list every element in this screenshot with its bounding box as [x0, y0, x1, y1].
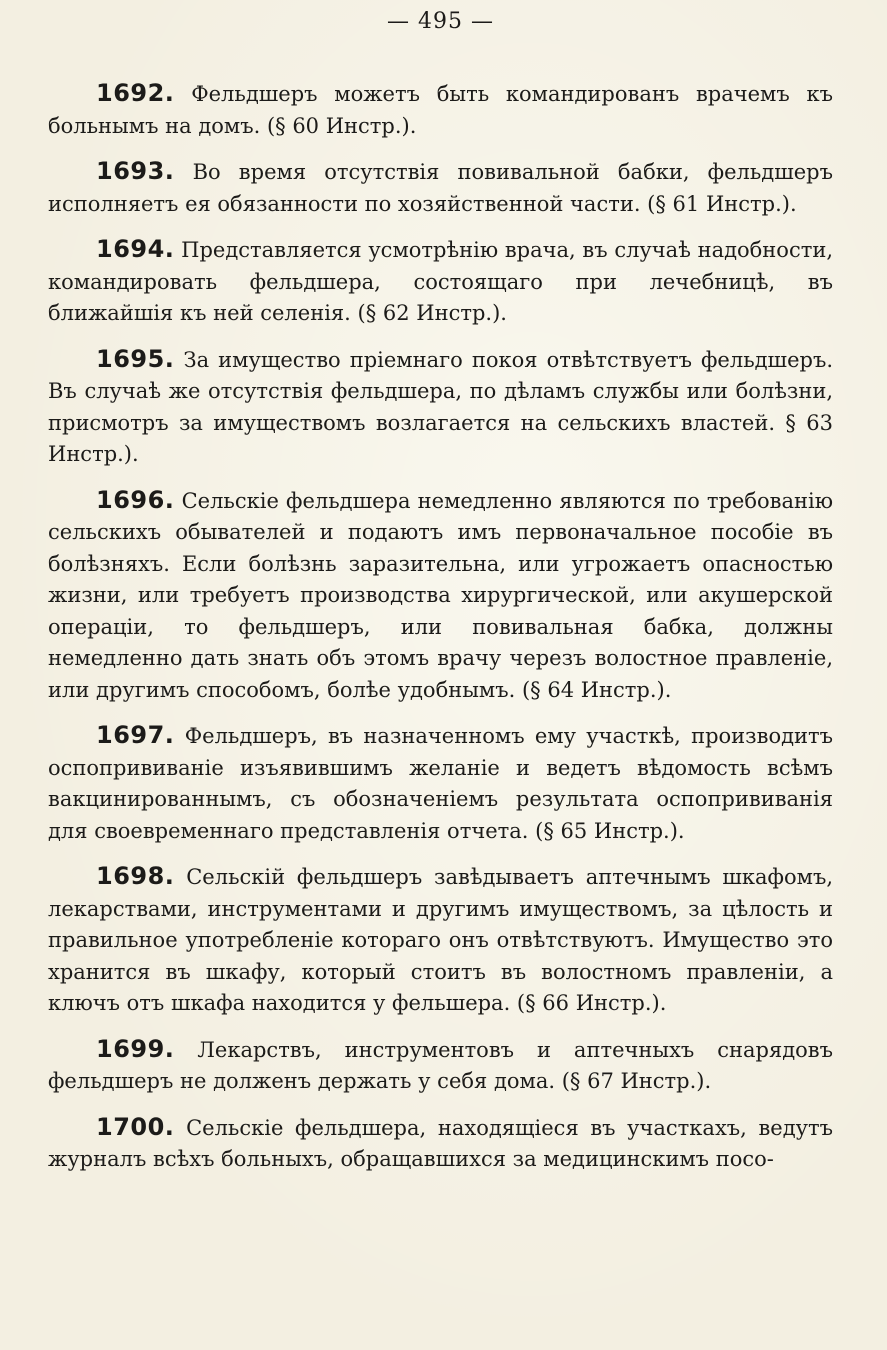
article-number: 1695.: [96, 344, 175, 373]
article-1694: [48, 234, 833, 330]
article-number: 1699.: [96, 1034, 175, 1063]
page-number: — 495 —: [387, 9, 494, 34]
article-1692: [48, 78, 833, 142]
article-1693: [48, 156, 833, 220]
article-text: Фельдшеръ можетъ быть командированъ врачемъ къ больнымъ на домъ. (§ 60 Инстр.).: [48, 82, 833, 138]
article-1696: [48, 485, 833, 707]
article-text: Сельскіе фельдшера немедленно являются по требованію сельскихъ обывателей и подаютъ имъ первоначальное пособіе въ болѣзняхъ. Если болѣзнь заразительна, или угрожаетъ опасностью жизни, или требуетъ производства хирургической, или акушерской операціи, то фельдшеръ, или повивальная бабка, должны немедленно дать знать объ этомъ врачу черезъ волостное правленіе, или другимъ способомъ, болѣе удобнымъ. (§ 64 Инстр.).: [48, 488, 833, 702]
article-number: 1698.: [96, 862, 175, 890]
article-number: 1697.: [96, 721, 175, 749]
article-1700: [48, 1112, 833, 1176]
article-text: Лекарствъ, инструментовъ и аптечныхъ снарядовъ фельдшеръ не долженъ держать у себя дома. (§ 67 Инстр.).: [48, 1037, 833, 1093]
article-number: 1694.: [96, 235, 175, 263]
article-number: 1693.: [96, 157, 175, 185]
article-number: 1696.: [96, 485, 175, 514]
article-number: 1692.: [96, 79, 175, 107]
article-text: За имущество пріемнаго покоя отвѣтствуетъ фельдшеръ. Въ случаѣ же отсутствія фельдшера, по дѣламъ службы или болѣзни, присмотръ за имуществомъ возлагается на сельскихъ властей. § 63 Инстр.).: [48, 347, 833, 466]
article-1699: [48, 1034, 833, 1098]
article-1697: [48, 720, 833, 847]
article-1695: [48, 344, 833, 471]
article-text: Фельдшеръ, въ назначенномъ ему участкѣ, производитъ оспопрививаніе изъявившимъ желаніе и ведетъ вѣдомость всѣмъ вакцинированнымъ, съ обозначеніемъ результата оспопрививанія для своевременнаго представленія отчета. (§ 65 Инстр.).: [48, 724, 833, 843]
article-number: 1700.: [96, 1112, 175, 1141]
article-1698: [48, 861, 833, 1020]
article-text: Во время отсутствія повивальной бабки, фельдшеръ исполняетъ ея обязанности по хозяйственной части. (§ 61 Инстр.).: [48, 160, 833, 216]
article-text: Сельскіе фельдшера, находящіеся въ участкахъ, ведутъ журналъ всѣхъ больныхъ, обращавшихся за медицинскимъ посо-: [48, 1115, 833, 1171]
article-text: Сельскій фельдшеръ завѣдываетъ аптечнымъ шкафомъ, лекарствами, инструментами и другимъ имуществомъ, за цѣлость и правильное употребленіе котораго онъ отвѣтствуютъ. Имущество это хранится въ шкафу, который стоитъ въ волостномъ правленіи, а ключъ отъ шкафа находится у фельшера. (§ 66 Инстр.).: [48, 865, 833, 1015]
article-text: Представляется усмотрѣнію врача, въ случаѣ надобности, командировать фельдшера, состоящаго при лечебницѣ, въ ближайшія къ ней селенія. (§ 62 Инстр.).: [48, 238, 833, 325]
